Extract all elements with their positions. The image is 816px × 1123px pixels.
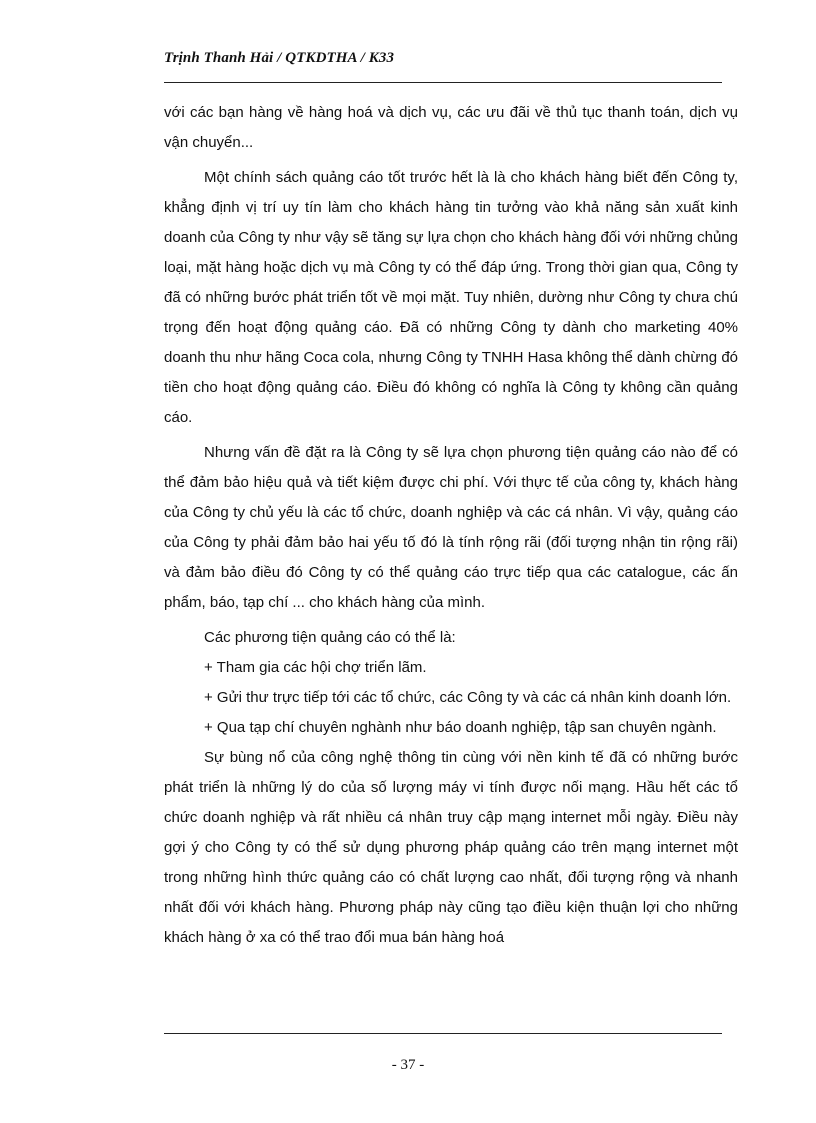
paragraph: Một chính sách quảng cáo tốt trước hết là là cho khách hàng biết đến Công ty, khẳng định vị trí uy tín làm cho khách hàng tin tưởng vào khả năng sản xuất kinh doanh của Công ty như vậy sẽ tăng sự lựa chọn cho khách hàng đối với những chủng loại, mặt hàng hoặc dịch vụ mà Công ty có thể đáp ứng. Trong thời gian qua, Công ty đã có những bước phát triển tốt về mọi mặt. Tuy nhiên, dường như Công ty chưa chú trọng đến hoạt động quảng cáo. Đã có những Công ty dành cho marketing 40% doanh thu như hãng Coca cola, nhưng Công ty TNHH Hasa không thể dành chừng đó tiền cho hoạt động quảng cáo. Điều đó không có nghĩa là Công ty không cần quảng cáo. [164,169,738,426]
list-item: + Gửi thư trực tiếp tới các tổ chức, các Công ty và các cá nhân kinh doanh lớn. [204,689,732,706]
paragraph: Nhưng vấn đề đặt ra là Công ty sẽ lựa chọn phương tiện quảng cáo nào để có thể đảm bảo hiệu quả và tiết kiệm được chi phí. Với thực tế của công ty, khách hàng của Công ty chủ yếu là các tổ chức, doanh nghiệp và các cá nhân. Vì vậy, quảng cáo của Công ty phải đảm bảo hai yếu tố đó là tính rộng rãi (đối tượng nhận tin rộng rãi) và đảm bảo điều đó Công ty có thể quảng cáo trực tiếp qua các catalogue, các ấn phẩm, báo, tạp chí ... cho khách hàng của mình. [164,444,738,611]
header-title: Trịnh Thanh Hải / QTKDTHA / K33 [164,50,395,66]
paragraph: với các bạn hàng về hàng hoá và dịch vụ, các ưu đãi về thủ tục thanh toán, dịch vụ vận chuyển... [164,104,738,151]
header-divider [164,82,722,83]
list-item: + Qua tạp chí chuyên nghành như báo doanh nghiệp, tập san chuyên ngành. [204,719,717,736]
list-item: + Tham gia các hội chợ triển lãm. [204,659,427,676]
footer-divider [164,1033,722,1034]
body-text [164,98,738,953]
page-number: - 37 - [391,1057,425,1073]
paragraph: Các phương tiện quảng cáo có thể là: [204,629,456,646]
paragraph: Sự bùng nổ của công nghệ thông tin cùng với nền kinh tế đã có những bước phát triển là những lý do của số lượng máy vi tính được nối mạng. Hầu hết các tổ chức doanh nghiệp và rất nhiều cá nhân truy cập mạng internet mỗi ngày. Điều này gợi ý cho Công ty có thể sử dụng phương pháp quảng cáo trên mạng internet một trong những hình thức quảng cáo có chất lượng cao nhất, đối tượng rộng và nhanh nhất đối với khách hàng. Phương pháp này cũng tạo điều kiện thuận lợi cho những khách hàng ở xa có thể trao đổi mua bán hàng hoá [164,749,738,946]
